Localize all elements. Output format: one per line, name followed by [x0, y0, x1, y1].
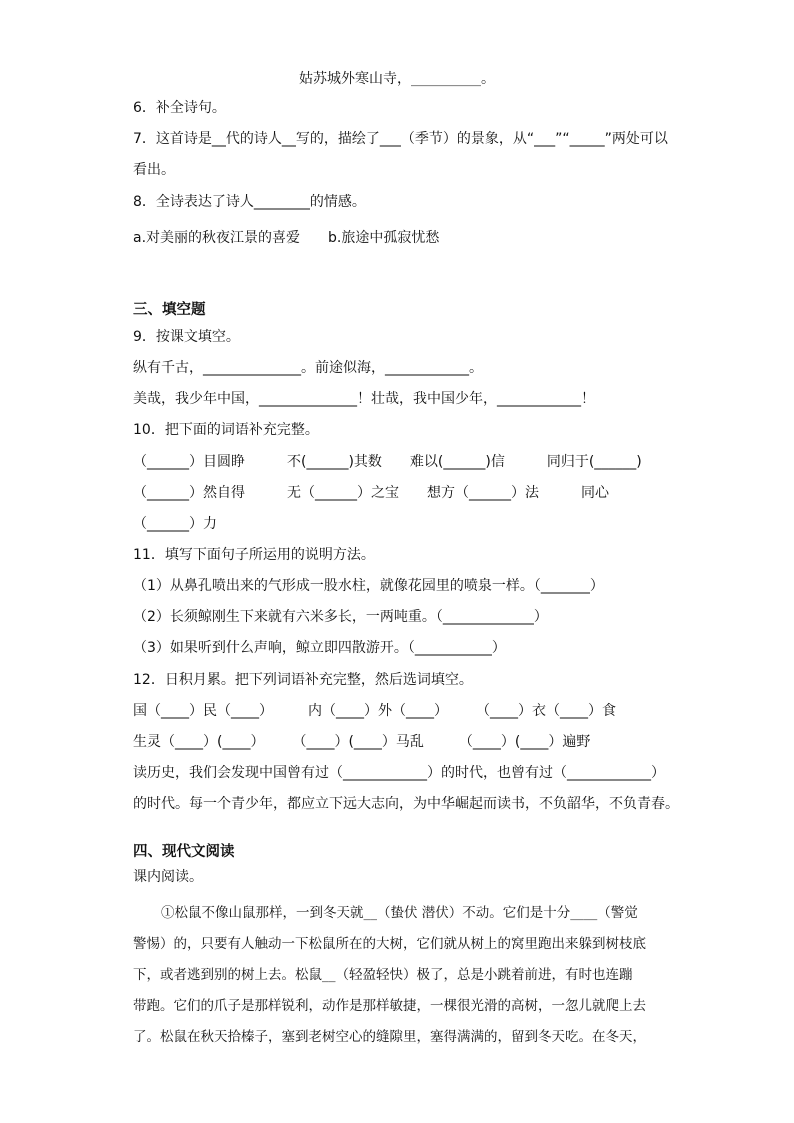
question-12-line-3: 读历史，我们会发现中国曾有过（____________）的时代，也曾有过（____________）: [133, 765, 665, 781]
passage-line: ①松鼠不像山鼠那样，一到冬天就__（蛰伏 潜伏）不动。它们是十分____（警觉: [161, 905, 638, 921]
poem-last-line: 姑苏城外寒山寺，__________。: [299, 71, 495, 87]
passage-line: 了。松鼠在秋天拾榛子，塞到老树空心的缝隙里，塞得满满的，留到冬天吃。在冬天，: [133, 1029, 646, 1045]
question-9-line-1: 纵有千古，______________。前途似海，____________。: [133, 360, 483, 376]
question-12-line-4: 的时代。每一个青少年，都应立下远大志向，为中华崛起而读书，不负韶华，不负青春。: [133, 796, 679, 812]
question-9: 9．按课文填空。: [133, 329, 240, 345]
question-12-row-1: 国（____）民（____） 内（____）外（____） （____）衣（____）食: [133, 703, 616, 719]
section-3-heading: 三、填空题: [133, 302, 206, 318]
question-11: 11．填写下面句子所运用的说明方法。: [133, 547, 375, 563]
question-10: 10．把下面的词语补充完整。: [133, 422, 319, 438]
question-12-row-2: 生灵（____）(____） （____）(____）马乱 （____）(____）遍野: [133, 734, 591, 750]
question-11-item-2: （2）长须鲸刚生下来就有六米多长，一两吨重。（_____________）: [133, 609, 548, 625]
question-8-options: a.对美丽的秋夜江景的喜爱 b.旅途中孤寂忧愁: [133, 230, 440, 246]
passage-line: 警惕）的，只要有人触动一下松鼠所在的大树，它们就从树上的窝里跑出来躲到树枝底: [133, 936, 646, 952]
question-11-item-1: （1）从鼻孔喷出来的气形成一股水柱，就像花园里的喷泉一样。（_______）: [133, 578, 604, 594]
question-10-row-2: （______）然自得 无（______）之宝 想方（______）法 同心: [133, 485, 609, 501]
question-11-item-3: （3）如果听到什么声响，鲸立即四散游开。（___________）: [133, 640, 506, 656]
passage-line: 下，或者逃到别的树上去。松鼠__（轻盈轻快）极了，总是小跳着前进，有时也连蹦: [133, 967, 633, 983]
question-8: 8．全诗表达了诗人________的情感。: [133, 194, 366, 210]
question-10-row-1: （______）目圆睁 不(______)其数 难以(______)信 同归于(______): [133, 454, 642, 470]
question-7-line-2: 看出。: [133, 162, 175, 178]
question-6: 6．补全诗句。: [133, 100, 226, 116]
reading-passage: [133, 898, 668, 1053]
question-7-line-1: 7．这首诗是__代的诗人__写的，描绘了___（季节）的景象，从“___”“_____”两处可以: [133, 131, 668, 147]
passage-line: 带跑。它们的爪子是那样锐利，动作是那样敏捷，一棵很光滑的高树，一忽儿就爬上去: [133, 998, 646, 1014]
section-4-subheading: 课内阅读。: [133, 869, 203, 885]
question-9-line-2: 美哉，我少年中国，______________！壮哉，我中国少年，____________！: [133, 391, 595, 407]
question-10-row-3: （______）力: [133, 516, 217, 532]
question-12: 12．日积月累。把下列词语补充完整，然后选词填空。: [133, 672, 473, 688]
section-4-heading: 四、现代文阅读: [133, 844, 235, 860]
